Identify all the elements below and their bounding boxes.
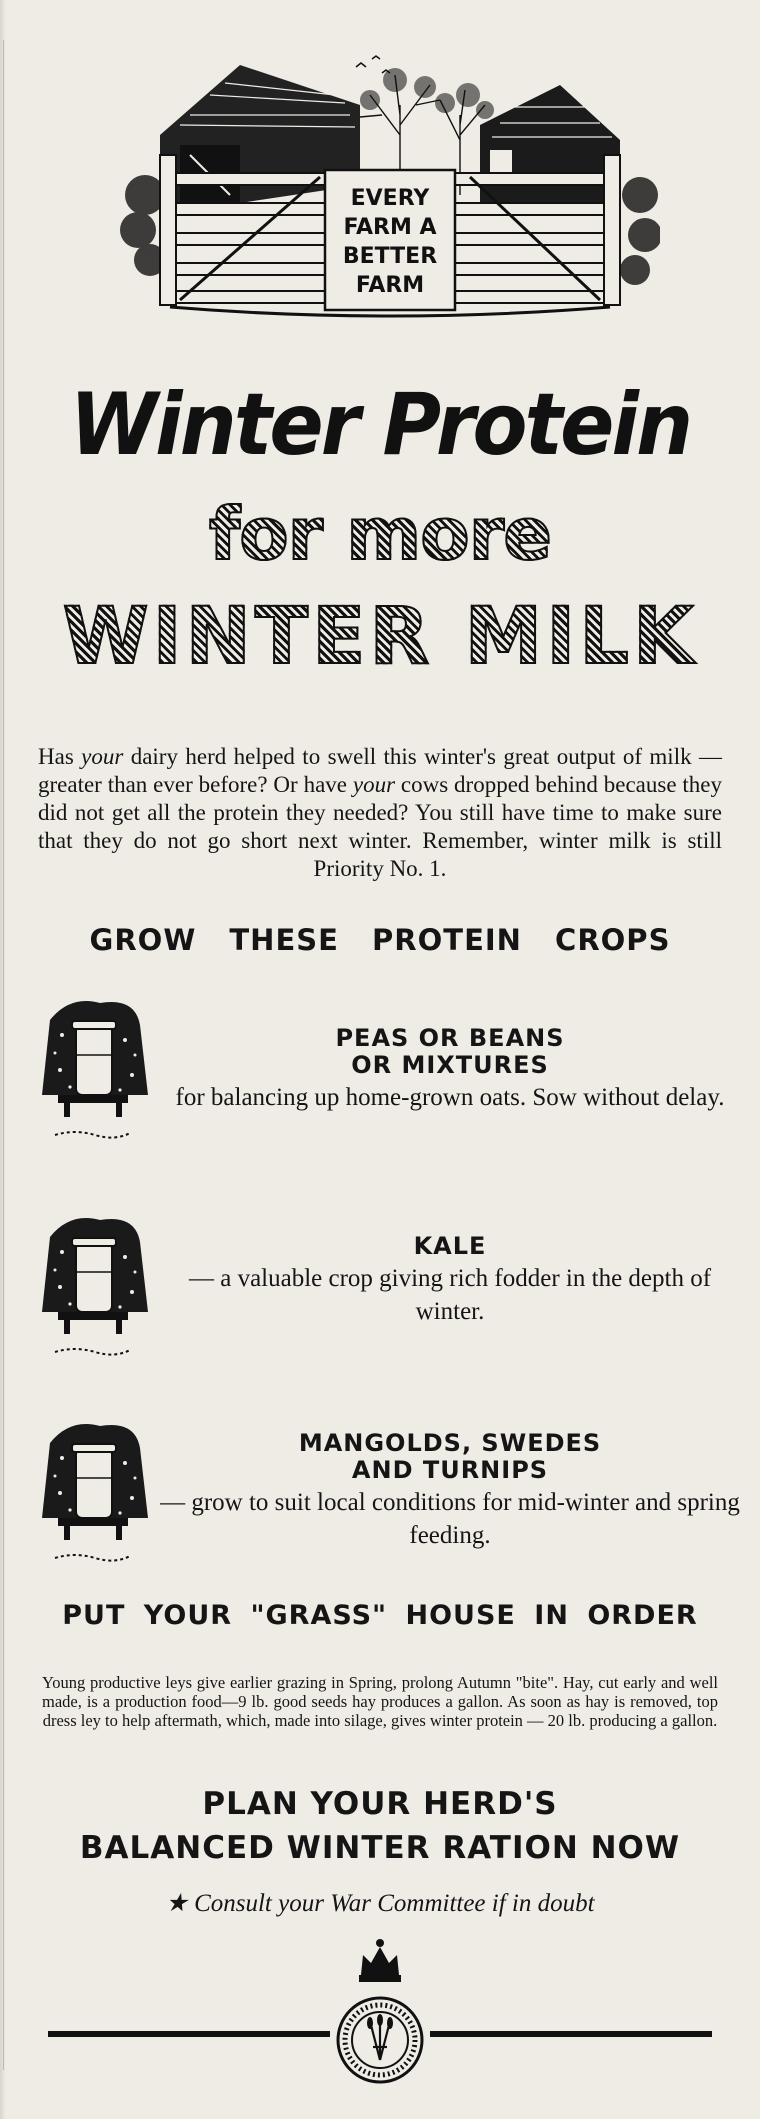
crop-name: PEAS OR BEANS xyxy=(335,1024,565,1052)
grass-heading: PUT YOUR "GRASS" HOUSE IN ORDER xyxy=(62,1600,698,1631)
crop-name: KALE xyxy=(413,1232,487,1260)
crop-kale xyxy=(160,1233,740,1328)
headline-main: Winter Protein xyxy=(69,375,691,475)
ministry-crest-logo xyxy=(333,1925,427,2100)
crop-description: — a valuable crop giving rich fodder in the depth of winter. xyxy=(188,1265,712,1325)
plan-ration-heading xyxy=(30,1782,730,1870)
plan-line: PLAN YOUR HERD'S xyxy=(202,1786,558,1822)
intro-paragraph: Has your dairy herd helped to swell this winter's great output of milk — greater than ever before? Or have your cows dropped behind because they did not get all the protein they needed? You still have time to make sure that they do not go short next winter. Remember, winter milk is still Priority No. 1. xyxy=(38,744,722,881)
consult-note: ★ Consult your War Committee if in doubt xyxy=(165,1890,595,1917)
milk-churn-icon xyxy=(40,1418,150,1578)
milk-churn-icon xyxy=(40,995,150,1155)
footer-rule-left xyxy=(48,2031,330,2037)
grass-paragraph: Young productive leys give earlier grazing in Spring, prolong Autumn "bite". Hay, cut early and well made, is a production food—9 lb. good seeds hay produces a gallon. As soon as hay is removed, top dress ley to help aftermath, which, made into silage, gives winter protein — 20 lb. producing a gallon. xyxy=(42,1672,718,1730)
crop-description: for balancing up home-grown oats. Sow without delay. xyxy=(175,1084,725,1111)
crop-name: OR MIXTURES xyxy=(351,1051,549,1079)
headline-sub: for more xyxy=(30,498,730,570)
headline-big: WINTER MILK xyxy=(30,598,730,676)
gate-sign-line: FARM A xyxy=(343,215,437,240)
crop-name: AND TURNIPS xyxy=(351,1456,549,1484)
footer-rule-right xyxy=(430,2031,712,2037)
gate-sign-line: EVERY xyxy=(350,186,430,211)
crop-description: — grow to suit local conditions for mid-winter and spring feeding. xyxy=(160,1489,740,1549)
farm-gate-illustration xyxy=(120,45,660,355)
crop-peas-beans xyxy=(160,1025,740,1114)
grow-crops-heading: GROW THESE PROTEIN CROPS xyxy=(89,923,671,957)
milk-churn-icon xyxy=(40,1212,150,1372)
gate-sign-line: BETTER xyxy=(342,244,438,269)
gate-sign-line: FARM xyxy=(355,273,425,298)
crop-name: MANGOLDS, SWEDES xyxy=(298,1429,602,1457)
crop-mangolds-swedes-turnips xyxy=(160,1430,740,1552)
page-edge-line xyxy=(3,40,4,2070)
plan-line: BALANCED WINTER RATION NOW xyxy=(79,1830,681,1866)
